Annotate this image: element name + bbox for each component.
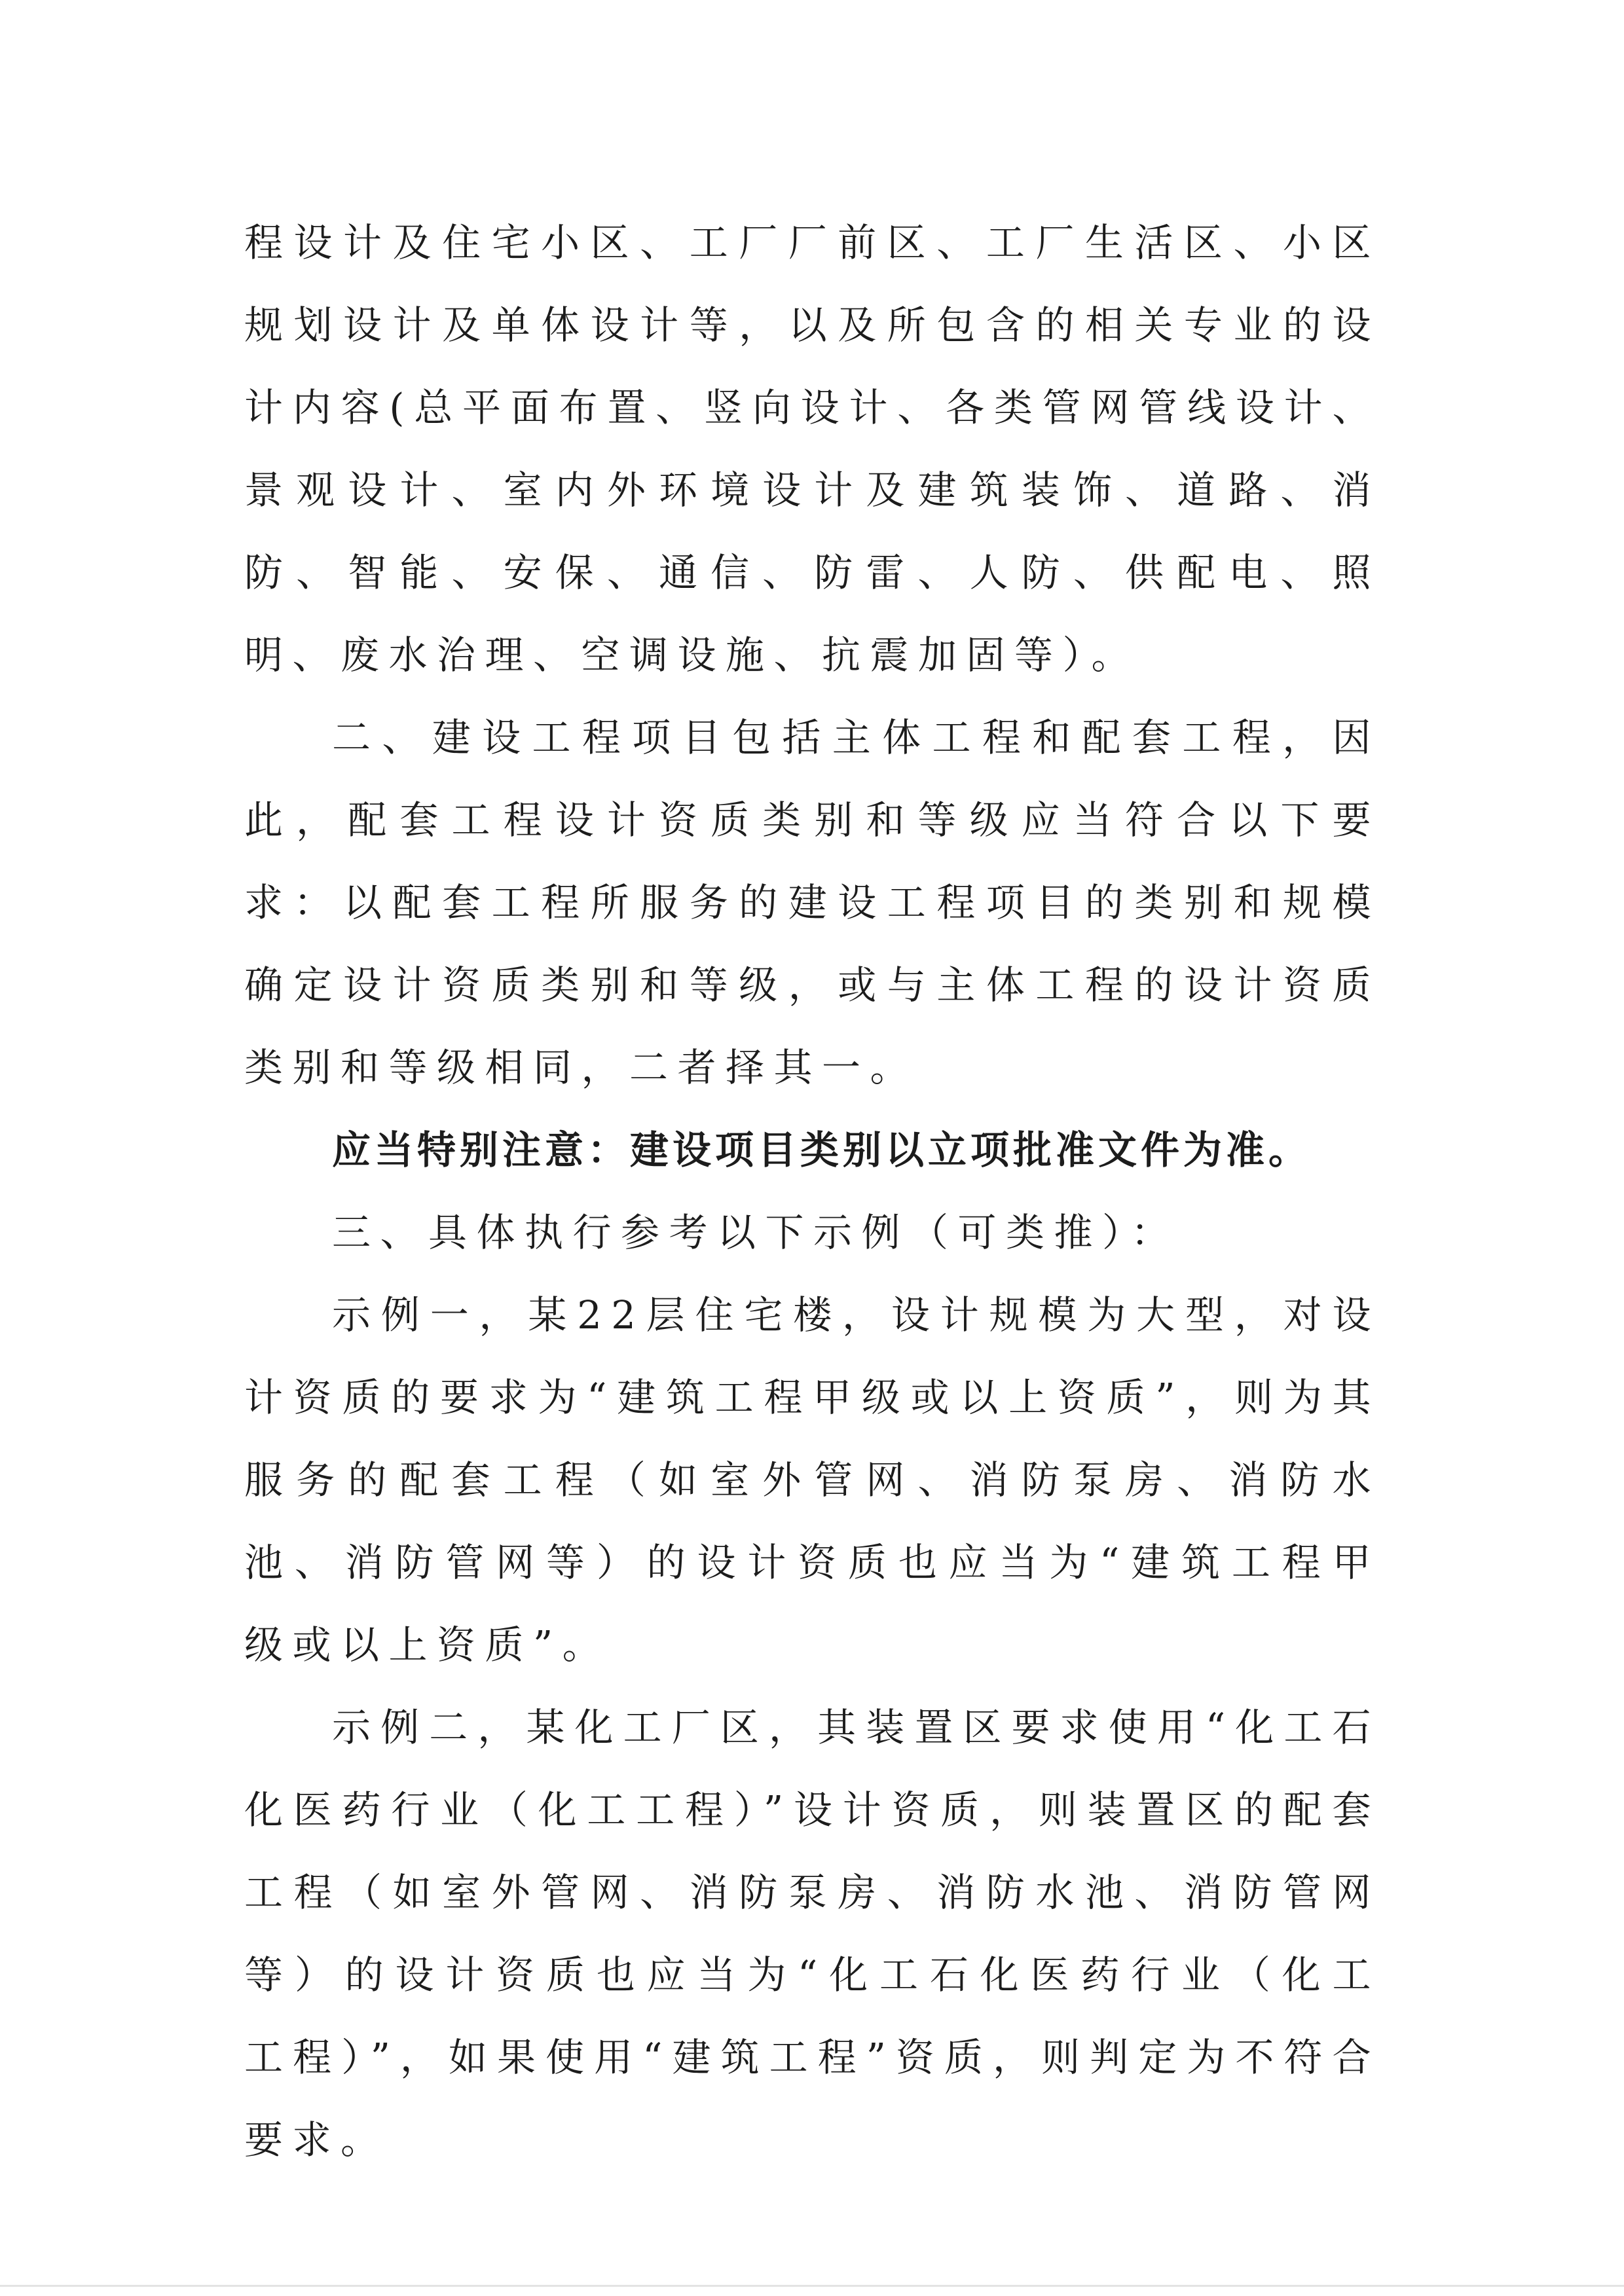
paragraph-scope-continuation: 程设计及住宅小区、工厂厂前区、工厂生活区、小区规划设计及单体设计等，以及所包含的相关专业的设计内容(总平面布置、竖向设计、各类管网管线设计、景观设计、室内外环境设计及建筑装饰、道路、消防、智能、安保、通信、防雷、人防、供配电、照明、废水治理、空调设施、抗震加固等）。 — [244, 220, 1380, 678]
page-bottom-edge — [0, 2285, 1624, 2287]
paragraph-example-one: 示例一，某22层住宅楼，设计规模为大型，对设计资质的要求为“建筑工程甲级或以上资质”，则为其服务的配套工程（如室外管网、消防泵房、消防水池、消防管网等）的设计资质也应当为“建筑工程甲级或以上资质”。 — [244, 1292, 1380, 1667]
paragraph-section-two: 二、建设工程项目包括主体工程和配套工程，因此，配套工程设计资质类别和等级应当符合以下要求：以配套工程所服务的建设工程项目的类别和规模确定设计资质类别和等级，或与主体工程的设计资质类别和等级相同，二者择其一。 — [244, 715, 1380, 1090]
special-note: 应当特别注意：建设项目类别以立项批准文件为准。 — [332, 1127, 1312, 1173]
paragraph-section-three: 三、具体执行参考以下示例（可类推）： — [332, 1210, 1179, 1255]
document-body — [244, 202, 1380, 2181]
paragraph-example-two: 示例二，某化工厂区，其装置区要求使用“化工石化医药行业（化工工程）”设计资质，则装置区的配套工程（如室外管网、消防泵房、消防水池、消防管网等）的设计资质也应当为“化工石化医药行业（化工工程）”，如果使用“建筑工程”资质，则判定为不符合要求。 — [244, 1705, 1380, 2162]
